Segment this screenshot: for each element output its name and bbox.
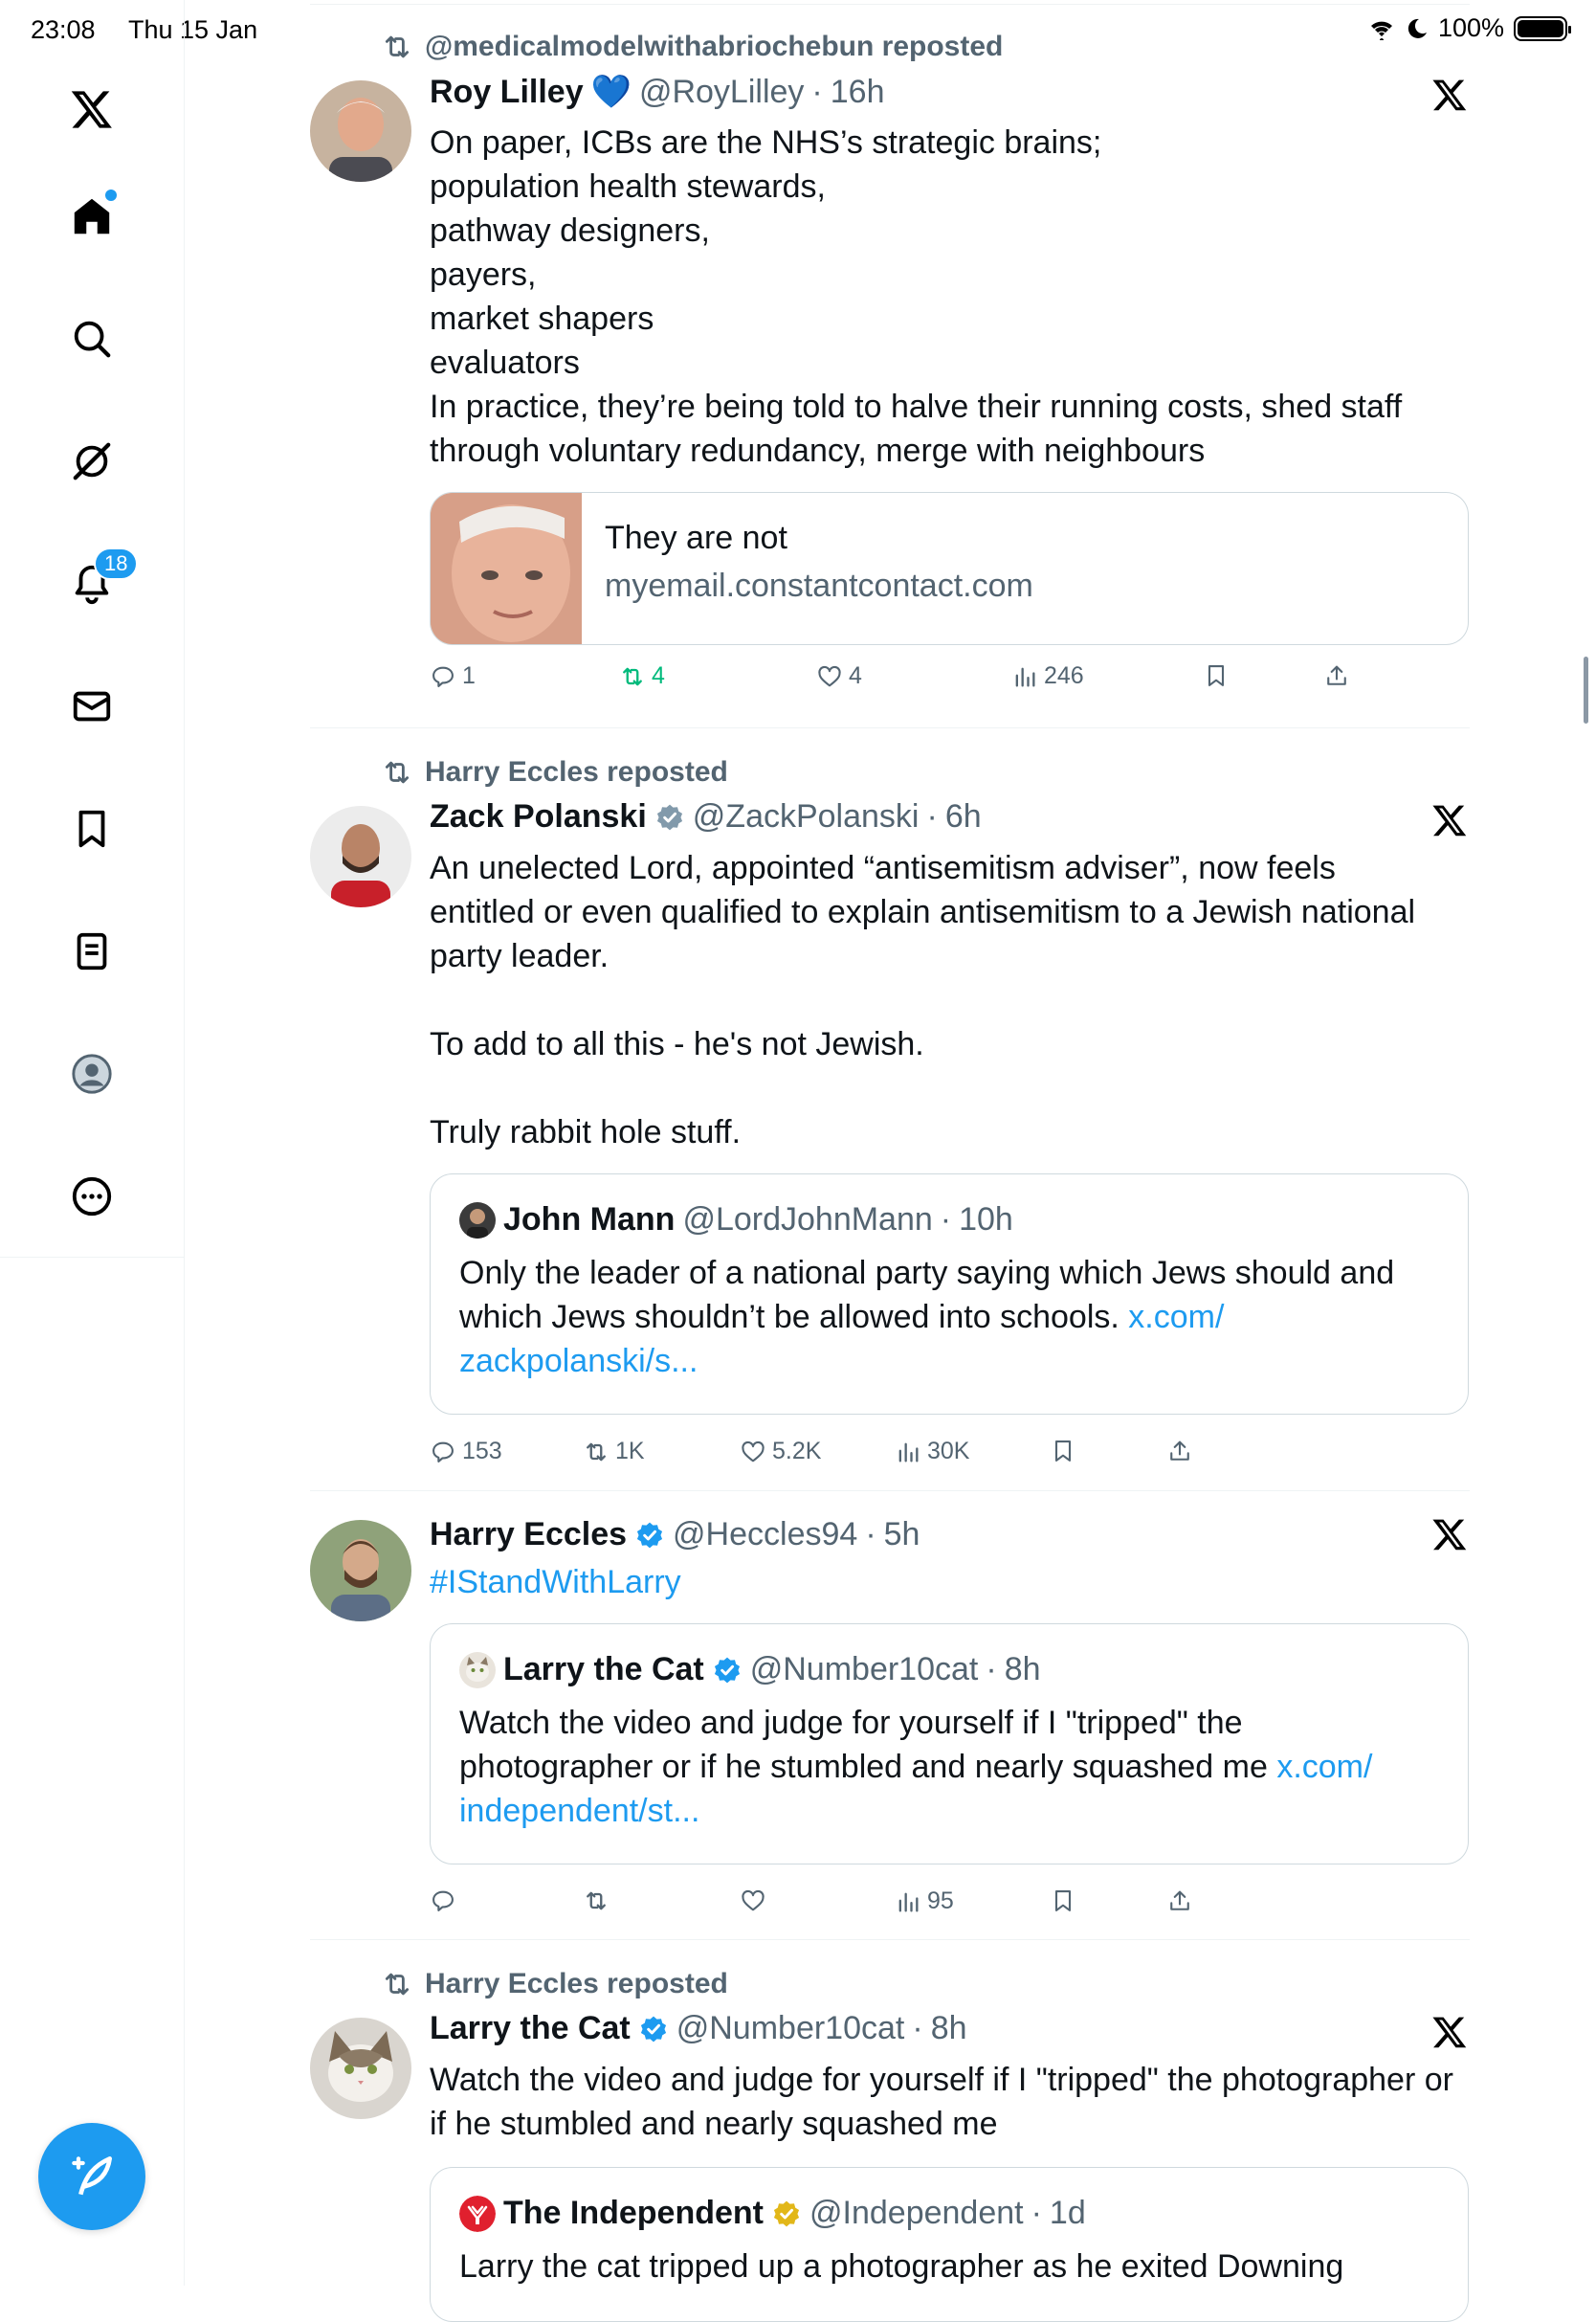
share-button[interactable] <box>1166 1887 1193 1914</box>
scrollbar[interactable] <box>1584 657 1588 724</box>
author-name[interactable]: Harry Eccles <box>430 1516 628 1552</box>
views-button[interactable] <box>895 1887 954 1915</box>
quoted-author-name: John Mann <box>503 1201 676 1238</box>
home-unread-dot <box>105 190 117 201</box>
reply-button[interactable] <box>430 662 476 690</box>
repost-count: 4 <box>652 662 665 689</box>
quoted-avatar <box>459 1202 496 1239</box>
repost-icon <box>381 756 413 789</box>
avatar[interactable] <box>310 1520 411 1621</box>
quoted-author-handle: @LordJohnMann <box>682 1201 933 1238</box>
sidebar-divider <box>0 1257 184 1258</box>
status-date: Thu 15 Jan <box>128 15 258 44</box>
avatar[interactable] <box>310 806 411 907</box>
like-button[interactable] <box>740 1438 821 1465</box>
post-time[interactable]: 5h <box>883 1516 920 1552</box>
link-card-title: They are not <box>605 520 787 556</box>
reply-count: 153 <box>462 1438 502 1464</box>
reply-button[interactable] <box>430 1887 456 1914</box>
post-actions <box>430 1887 1473 1926</box>
avatar[interactable] <box>310 80 411 182</box>
share-icon <box>1323 662 1350 689</box>
quoted-author-name: The Independent <box>503 2195 764 2231</box>
like-count: 5.2K <box>772 1438 822 1464</box>
post-text: On paper, ICBs are the NHS’s strategic brains; population health stewards, pathway designers, payers, market shapers evaluators In practice, they’re being told to halve their running costs, shed staff through voluntary redundancy, merge with neighbours <box>430 124 1403 469</box>
bookmark-button[interactable] <box>1203 662 1230 689</box>
quoted-post-time: 8h <box>1004 1651 1041 1687</box>
link-card-image <box>431 493 582 644</box>
bookmark-icon <box>1203 662 1230 689</box>
like-button[interactable] <box>740 1887 766 1914</box>
repost-icon <box>583 1887 610 1914</box>
share-icon <box>1166 1887 1193 1914</box>
post-actions <box>430 662 1473 701</box>
quoted-post[interactable]: The Independent @Independent · 1d Larry the cat tripped up a photographer as he exited Downing <box>430 2167 1469 2322</box>
reply-icon <box>430 1887 456 1914</box>
post-text: An unelected Lord, appointed “antisemitism adviser”, now feels entitled or even qualified to explain antisemitism to a Jewish national party leader. To add to all this - he's not Jewish. Truly rabbit hole stuff. <box>430 850 1416 1150</box>
repost-button[interactable] <box>583 1438 645 1465</box>
post-divider <box>310 727 1470 728</box>
quoted-avatar <box>459 1652 496 1688</box>
reply-count: 1 <box>462 662 476 689</box>
quoted-link[interactable]: x.com/ <box>1276 1749 1373 1785</box>
compose-button[interactable] <box>38 2123 145 2230</box>
quoted-author-handle: @Number10cat <box>749 1651 979 1687</box>
moon-icon <box>1406 17 1429 40</box>
repost-count: 1K <box>615 1438 645 1464</box>
quoted-post[interactable]: Larry the Cat @Number10cat · 8h Watch the video and judge for yourself if I "tripped" the photographer or if he stumbled and nearly squashed me x.com/ independent/st... <box>430 1623 1469 1864</box>
views-icon <box>895 1439 921 1465</box>
views-count: 30K <box>927 1438 970 1464</box>
wifi-icon <box>1367 17 1396 40</box>
quoted-post-text: Only the leader of a national party saying which Jews should and which Jews shouldn’t be allowed into schools. x.com/ zackpolanski/s... <box>459 1255 1395 1379</box>
quoted-link-continued[interactable]: independent/st... <box>459 1793 700 1829</box>
verified-icon <box>654 802 685 833</box>
notifications-badge: 18 <box>94 547 138 580</box>
quoted-author-name: Larry the Cat <box>503 1651 704 1687</box>
bookmark-button[interactable] <box>1050 1887 1076 1914</box>
repost-indicator <box>381 1968 728 2000</box>
views-icon <box>1011 663 1038 690</box>
compose-icon <box>65 2150 119 2203</box>
author-handle[interactable]: @ZackPolanski <box>692 798 920 835</box>
battery-percentage: 100% <box>1437 13 1504 42</box>
quoted-post-time: 1d <box>1049 2195 1086 2231</box>
author-handle[interactable]: @Heccles94 <box>673 1516 858 1552</box>
bookmarks-icon[interactable] <box>61 798 122 860</box>
repost-button[interactable] <box>619 662 665 690</box>
link-card[interactable] <box>430 492 1469 645</box>
post-text: Watch the video and judge for yourself if I "tripped" the photographer or if he stumbled and nearly squashed me <box>430 2062 1453 2142</box>
bookmark-icon <box>1050 1887 1076 1914</box>
search-icon[interactable] <box>61 308 122 369</box>
quoted-post-text: Watch the video and judge for yourself if I "tripped" the photographer or if he stumbled and nearly squashed me x.com/ independent/st... <box>459 1705 1373 1829</box>
repost-icon <box>583 1439 610 1465</box>
author-handle[interactable]: @Number10cat <box>676 2010 905 2046</box>
quoted-link-continued[interactable]: zackpolanski/s... <box>459 1343 698 1379</box>
like-icon <box>740 1439 766 1465</box>
like-button[interactable] <box>816 662 862 690</box>
author-name[interactable]: Zack Polanski <box>430 798 647 835</box>
lists-icon[interactable] <box>61 921 122 982</box>
bookmark-button[interactable] <box>1050 1438 1076 1464</box>
post-time[interactable]: 6h <box>944 798 982 835</box>
views-count: 95 <box>927 1887 954 1914</box>
verified-icon <box>634 1520 665 1551</box>
share-button[interactable] <box>1166 1438 1193 1464</box>
post-time[interactable]: 8h <box>930 2010 967 2046</box>
like-icon <box>816 663 843 690</box>
grok-icon[interactable] <box>61 431 122 492</box>
views-button[interactable] <box>1011 662 1084 690</box>
repost-label: Harry Eccles reposted <box>425 1968 728 1999</box>
verified-icon <box>712 1655 743 1686</box>
repost-label: Harry Eccles reposted <box>425 756 728 788</box>
home-icon[interactable] <box>61 186 122 247</box>
x-logo-icon[interactable] <box>61 78 122 140</box>
x-logo-icon <box>1431 802 1468 838</box>
reply-icon <box>430 1439 456 1465</box>
quoted-post[interactable]: John Mann @LordJohnMann · 10h Only the leader of a national party saying which Jews should and which Jews shouldn’t be allowed into schools. x.com/ zackpolanski/s... <box>430 1173 1469 1415</box>
repost-indicator <box>381 31 1003 63</box>
x-logo-icon <box>1431 1516 1468 1552</box>
post-text <box>430 1560 1473 1604</box>
bookmark-icon <box>1050 1438 1076 1464</box>
sidebar <box>0 0 185 2286</box>
share-button[interactable] <box>1323 662 1350 689</box>
quoted-post-time: 10h <box>959 1201 1013 1238</box>
repost-label: @medicalmodelwithabriochebun reposted <box>425 31 1004 62</box>
link-card-domain: myemail.constantcontact.com <box>605 568 1033 604</box>
avatar[interactable] <box>310 2018 411 2119</box>
more-icon[interactable] <box>61 1166 122 1227</box>
x-logo-icon <box>1431 77 1468 113</box>
quoted-link[interactable]: x.com/ <box>1128 1299 1225 1335</box>
notifications-icon[interactable] <box>61 551 128 614</box>
x-logo-icon <box>1431 2014 1468 2050</box>
post-actions <box>430 1438 1473 1476</box>
views-icon <box>895 1888 921 1915</box>
reply-icon <box>430 663 456 690</box>
verified-icon <box>638 2014 669 2044</box>
status-time: 23:08 <box>31 15 96 44</box>
repost-icon <box>619 663 646 690</box>
quoted-author-handle: @Independent <box>809 2195 1024 2231</box>
battery-icon <box>1514 16 1567 41</box>
profile-icon[interactable] <box>61 1043 122 1105</box>
views-button[interactable] <box>895 1438 969 1465</box>
repost-indicator <box>381 756 728 789</box>
like-icon <box>740 1887 766 1914</box>
post-divider <box>310 1490 1470 1491</box>
repost-icon <box>381 1968 413 2000</box>
messages-icon[interactable] <box>61 676 122 737</box>
author-handle[interactable]: @RoyLilley <box>638 73 805 110</box>
repost-icon <box>381 31 413 63</box>
like-count: 4 <box>849 662 862 689</box>
post-time[interactable]: 16h <box>830 73 885 110</box>
reply-button[interactable] <box>430 1438 502 1465</box>
feed-top-border <box>310 4 1470 5</box>
author-name[interactable]: Roy Lilley <box>430 73 584 110</box>
repost-button[interactable] <box>583 1887 610 1914</box>
blue-heart-emoji: 💙 <box>590 73 632 111</box>
quoted-post-text: Larry the cat tripped up a photographer as he exited Downing <box>459 2248 1344 2285</box>
verified-icon <box>771 2199 802 2229</box>
views-count: 246 <box>1044 662 1084 689</box>
hashtag[interactable]: #IStandWithLarry <box>430 1564 681 1600</box>
share-icon <box>1166 1438 1193 1464</box>
post-divider <box>310 1939 1470 1940</box>
quoted-avatar <box>459 2196 496 2232</box>
author-name[interactable]: Larry the Cat <box>430 2010 631 2046</box>
